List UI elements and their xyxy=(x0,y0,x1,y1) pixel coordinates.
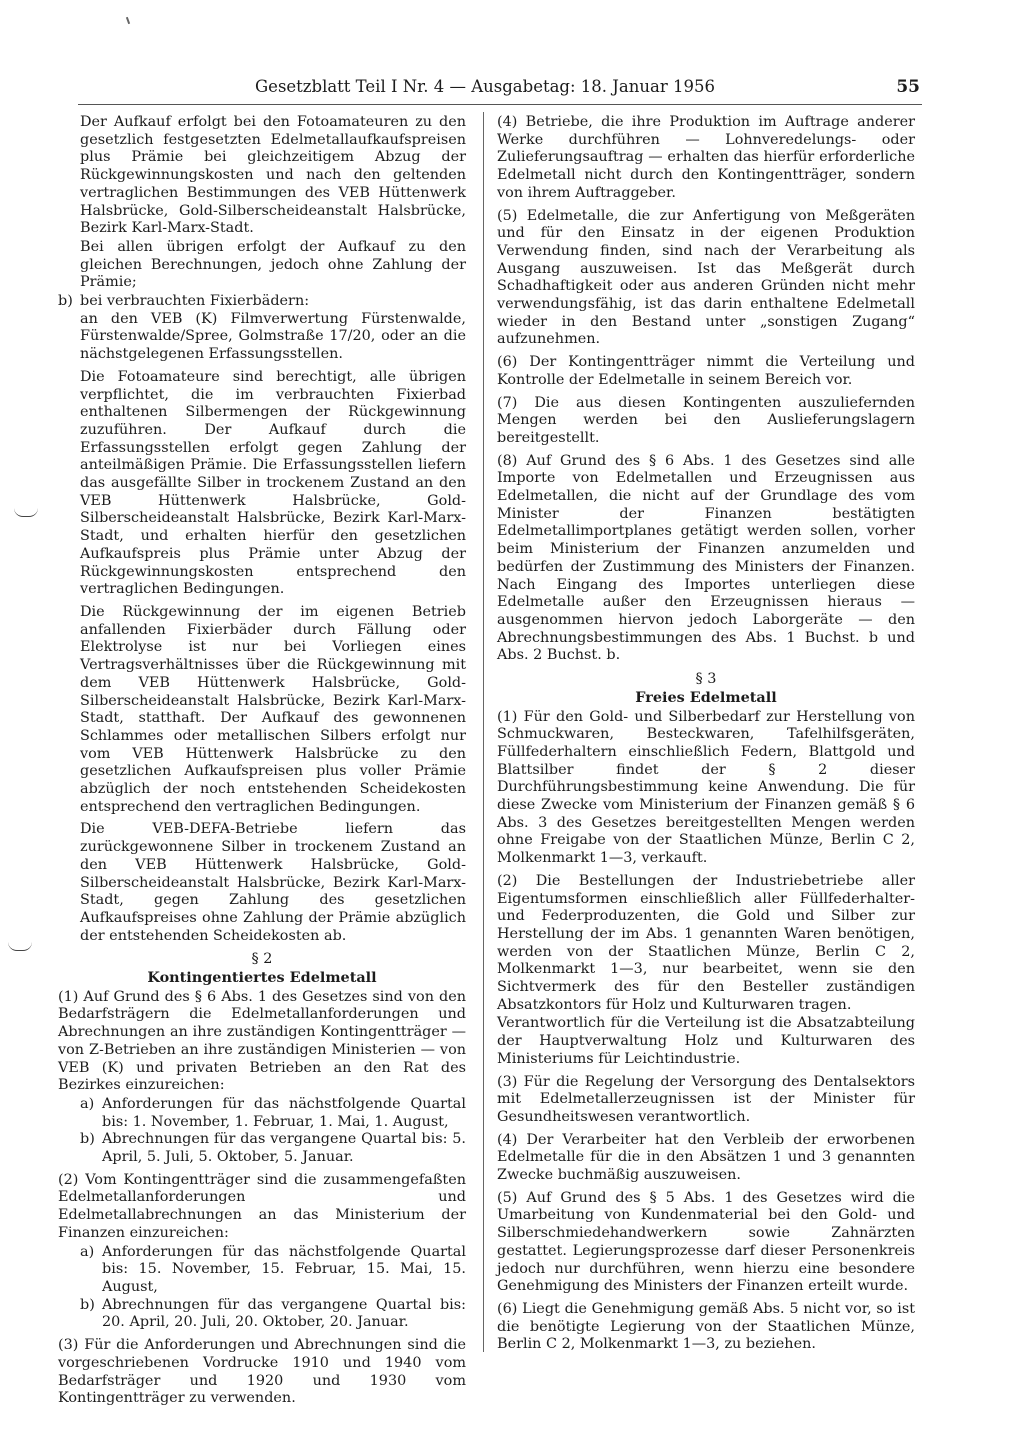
paragraph: (3) Für die Anforderungen und Abrechnungen sind die vorgeschriebenen Vordrucke 1910 und 1940 vom Bedarfsträger und 1920 und 1930 vom Kontingentträger zu verwenden. xyxy=(58,1337,466,1407)
paragraph: (6) Der Kontingentträger nimmt die Verteilung und Kontrolle der Edelmetalle in seinem Bereich vor. xyxy=(497,354,915,388)
list-item xyxy=(58,1244,466,1297)
section-number: § 2 xyxy=(251,951,273,968)
margin-mark xyxy=(8,942,32,951)
left-column xyxy=(58,114,466,1409)
paragraph: Die VEB-DEFA-Betriebe liefern das zurückgewonnene Silber in trockenem Zustand an den VEB Hüttenwerk Halsbrücke, Gold-Silberscheideanstalt Halsbrücke, Bezirk Karl-Marx-Stadt, gegen Zahlung des gesetzlichen Aufkaufspreises ohne Zahlung der Prämie abzüglich der entstehenden Scheidekosten ab. xyxy=(80,821,466,944)
list-item xyxy=(58,1297,466,1332)
list-label: b) xyxy=(80,1296,95,1313)
paragraph: Die Rückgewinnung der im eigenen Betrieb anfallenden Fixierbäder durch Fällung oder Elektrolyse ist nur bei Vorliegen eines Vertragsverhältnisses über die Rückgewinnung mit dem VEB Hüttenwerk Halsbrücke, Gold-Silberscheideanstalt Halsbrücke, Bezirk Karl-Marx-Stadt, statthaft. Der Aufkauf des gewonnenen Schlammes oder metallischen Silbers erfolgt nur vom VEB Hüttenwerk Halsbrücke zu den gesetzlichen Aufkaufspreisen plus voller Prämie abzüglich der noch entstehenden Scheidekosten entsprechend den vertraglichen Bedingungen. xyxy=(80,603,466,815)
paragraph: (6) Liegt die Genehmigung gemäß Abs. 5 nicht vor, so ist die benötigte Legierung von der Staatlichen Münze, Berlin C 2, Molkenmarkt 1—3, zu beziehen. xyxy=(497,1301,915,1353)
paragraph: (4) Der Verarbeiter hat den Verbleib der erworbenen Edelmetalle für die in den Absätzen 1 und 3 genannten Zwecke buchmäßig auszuweisen. xyxy=(497,1131,915,1184)
list-label: b) xyxy=(58,293,73,310)
paragraph: (2) Die Bestellungen der Industriebetriebe aller Eigentumsformen einschließlich aller Füllfederhalter- und Federproduzenten, die Gold und Silber zur Herstellung der im Abs. 1 genannten Waren benötigen, werden von der Staatlichen Münze, Berlin C 2, Molkenmarkt 1—3, nur bearbeitet, wenn sie den Sichtvermerk des für den Besteller zuständigen Absatzkontors für Holz und Kulturwaren tragen. xyxy=(497,872,915,1013)
scan-speck xyxy=(126,17,130,24)
section-title: Freies Edelmetall xyxy=(635,688,777,706)
list-text: Anforderungen für das nächstfolgende Quartal bis: 1. November, 1. Februar, 1. Mai, 1. August, xyxy=(102,1095,466,1130)
paragraph: (3) Für die Regelung der Versorgung des Dentalsektors mit Edelmetallerzeugnissen ist der Minister für Gesundheitswesen verantwortlich. xyxy=(497,1073,915,1125)
page-header xyxy=(255,76,920,100)
header-title: Gesetzblatt Teil I Nr. 4 — Ausgabetag: 18. Januar 1956 xyxy=(255,77,715,96)
paragraph: Verantwortlich für die Verteilung ist die Absatzabteilung der Hauptverwaltung Holz und Kulturwaren des Ministeriums für Leichtindustrie. xyxy=(497,1015,915,1067)
address: an den VEB (K) Filmverwertung Fürstenwalde, Fürstenwalde/Spree, Golmstraße 17/20, oder an die nächstgelegenen Erfassungsstellen. xyxy=(80,310,466,363)
list-label: b) xyxy=(80,1131,95,1148)
paragraph: (7) Die aus diesen Kontingenten auszuliefernden Mengen werden bei den Auslieferungslagern bereitgestellt. xyxy=(497,394,915,446)
paragraph: (5) Edelmetalle, die zur Anfertigung von Meßgeräten und für den Einsatz in der eigenen Produktion Verwendung finden, sind nach der Verarbeitung als Ausgang auszuweisen. Ist das Meßgerät durch Schadhaftigkeit oder aus anderen Gründen nicht mehr verwendungsfähig, ist das darin enthaltene Edelmetall wieder in den Bestand unter „sonstigen Zugang“ aufzunehmen. xyxy=(497,207,915,348)
paragraph: (8) Auf Grund des § 6 Abs. 1 des Gesetzes sind alle Importe von Edelmetallen und Erzeugnissen aus Edelmetallen, die nicht auf der Grundlage des vom Minister der Finanzen bestätigten Edelmetallimportplanes getätigt werden sollen, vorher beim Ministerium der Finanzen anzumelden und bedürfen der Zustimmung des Ministers der Finanzen. Nach Eingang des Importes unterliegen diese Edelmetalle außer den Erzeugnissen hieraus — ausgenommen hiervon jedoch Laborgeräte — den Abrechnungsbestimmungen des Abs. 1 Buchst. b und Abs. 2 Buchst. b. xyxy=(497,452,915,664)
list-text: Abrechnungen für das vergangene Quartal bis: 5. April, 5. Juli, 5. Oktober, 5. Januar. xyxy=(102,1131,466,1166)
section-title: Kontingentiertes Edelmetall xyxy=(147,969,377,987)
page-number: 55 xyxy=(896,77,920,97)
paragraph: (1) Für den Gold- und Silberbedarf zur Herstellung von Schmuckwaren, Besteckwaren, Tafelhilfsgeräten, Füllfederhaltern einschließlich Federn, Blattgold und Blattsilber findet der § 2 dieser Durchführungsbestimmung keine Anwendung. Die für diese Zwecke vom Ministerium der Finanzen gemäß § 6 Abs. 3 des Gesetzes bereitgestellten Mengen werden ohne Freigabe von der Staatlichen Münze, Berlin C 2, Molkenmarkt 1—3, verkauft. xyxy=(497,708,915,867)
paragraph: (5) Auf Grund des § 5 Abs. 1 des Gesetzes wird die Umarbeitung von Kundenmaterial bei den Gold- und Silberschmiedehandwerkern sowie Zahnärzten gestattet. Legierungsprozesse darf dieser Personenkreis jedoch nur durchführen, wenn hierzu eine besondere Genehmigung des Ministers der Finanzen erteilt wurde. xyxy=(497,1189,915,1295)
paragraph: (2) Vom Kontingentträger sind die zusammengefaßten Edelmetallanforderungen und Edelmetallabrechnungen an das Ministerium der Finanzen einzureichen: xyxy=(58,1171,466,1241)
list-text: Abrechnungen für das vergangene Quartal bis: 20. April, 20. Juli, 20. Oktober, 20. Januar. xyxy=(102,1296,466,1331)
header-rule xyxy=(78,104,922,105)
paragraph: Die Fotoamateure sind berechtigt, alle übrigen verpflichtet, die im verbrauchten Fixierbad enthaltenen Silbermengen der Rückgewinnung zuzuführen. Der Aufkauf durch die Erfassungsstellen erfolgt gegen Zahlung der anteilmäßigen Prämie. Die Erfassungsstellen liefern das ausgefällte Silber in trockenem Zustand an den VEB Hüttenwerk Halsbrücke, Gold-Silberscheideanstalt Halsbrücke, Bezirk Karl-Marx-Stadt, und erhalten hierfür den gesetzlichen Aufkaufspreis plus Prämie unter Abzug der Rückgewinnungskosten entsprechend den vertraglichen Bedingungen. xyxy=(80,368,466,598)
list-item xyxy=(58,1096,466,1131)
list-text: Anforderungen für das nächstfolgende Quartal bis: 15. November, 15. Februar, 15. Mai, 15. August, xyxy=(102,1243,466,1295)
list-item xyxy=(58,1131,466,1166)
paragraph: (1) Auf Grund des § 6 Abs. 1 des Gesetzes sind von den Bedarfsträgern die Edelmetallanforderungen und Abrechnungen an ihre zuständigen Kontingentträger — von Z-Betrieben an ihre zuständigen Ministerien — von VEB (K) und privaten Betrieben an den Rat des Bezirkes einzureichen: xyxy=(58,988,466,1094)
list-label: a) xyxy=(80,1243,95,1260)
paragraph: Der Aufkauf erfolgt bei den Fotoamateuren zu den gesetzlich festgesetzten Edelmetallaufkaufspreisen plus Prämie bei gleichzeitigem Abzug der Rückgewinnungskosten und nach den geltenden vertraglichen Bestimmungen des VEB Hüttenwerk Halsbrücke, Gold-Silberscheideanstalt Halsbrücke, Bezirk Karl-Marx-Stadt. xyxy=(80,114,466,237)
margin-mark xyxy=(14,508,38,517)
column-divider xyxy=(483,112,484,1352)
list-text: bei verbrauchten Fixierbädern: xyxy=(80,293,310,310)
section-number: § 3 xyxy=(695,671,717,688)
list-item xyxy=(58,293,466,311)
list-label: a) xyxy=(80,1095,95,1112)
paragraph: Bei allen übrigen erfolgt der Aufkauf zu den gleichen Berechnungen, jedoch ohne Zahlung der Prämie; xyxy=(80,238,466,291)
right-column xyxy=(497,114,915,1355)
paragraph: (4) Betriebe, die ihre Produktion im Auftrage anderer Werke durchführen — Lohnveredelungs- oder Zulieferungsauftrag — erhalten das hierfür erforderliche Edelmetall nicht durch den Kontingentträger, sondern von ihrem Auftraggeber. xyxy=(497,114,915,201)
